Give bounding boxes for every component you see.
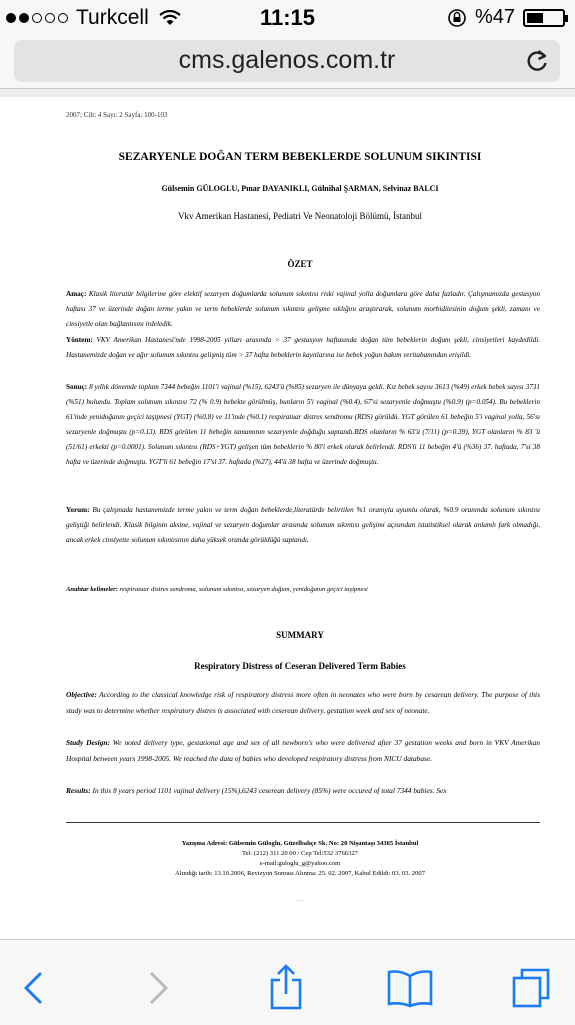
results-text: In this 8 years period 1101 vajinal delivery (15%),6243 ceserean delivery (85%) were occured of total 7344 babies. Sex bbox=[90, 786, 447, 795]
correspondence-block bbox=[60, 839, 540, 879]
correspondence-dates: Alındığı tarih: 13.10.2006, Revizyon Sonrası Alınma: 25. 02. 2007, Kabul Edildi: 03. 03. 2007 bbox=[175, 870, 425, 877]
bookmarks-icon[interactable] bbox=[385, 968, 435, 1008]
correspondence-email: e-mail:guloglu_g@yahoo.com bbox=[259, 860, 341, 867]
yorum-text: Bu çalışmada hastanemizde terme yakın ve term doğan bebeklerde,literatürde belirtilen %1 oranıyla uyumlu olarak, %0.9 oranında solunum sıkıntısı geliştiği belirlendi. Klasik bilginin aksine, vajinal ve sezaryen doğumlar arasında solunum sıkıntısı gelişimi açısından istatistiksel olarak anlamlı fark olmadığı, ancak erkek cinsiyette solunum sıkıntısının daha yüksek oranda görüldüğü saptandı. bbox=[66, 506, 540, 544]
summary-heading: SUMMARY bbox=[276, 630, 324, 640]
rotation-lock-icon bbox=[447, 8, 467, 28]
page-top-border bbox=[0, 89, 575, 97]
results-label: Results: bbox=[66, 786, 91, 795]
yontem-paragraph bbox=[66, 333, 540, 363]
sonuc-paragraph bbox=[66, 380, 540, 470]
page-marker: . . . bbox=[296, 897, 304, 903]
objective-text: According to the classical knowledge risk of respiratory distress more often in neonates who were born by cesarean delivery. The purpose of this study was to determine whether respiratory distres is associated with ceserean delivery, gestation week and sex of neonate. bbox=[66, 690, 540, 715]
footnote-divider bbox=[66, 822, 540, 823]
web-page[interactable] bbox=[0, 89, 575, 939]
amac-text: Klasik literatür bilgilerine göre elektif sezaryen doğumlarda solunum sıkıntısı riski vajinal yolla doğumlara göre daha fazladır. Çalışmamızda gestasyon haftası 37 ve üzerinde doğan terme yakın ve term bebeklerde solunum sıkıntısı gelişme sıklığını araştırarak, solunum morbiditesinin doğum şekli, zamanı ve cinsiyetle olan bağlantısını irdeledik. bbox=[66, 290, 540, 328]
yorum-paragraph bbox=[66, 503, 540, 548]
article-authors: Gülsemin GÜLOGLU, Pınar DAYANIKLI, Gülnihal ŞARMAN, Selvinaz BALCI bbox=[161, 184, 439, 193]
yontem-label: Yöntem: bbox=[66, 336, 93, 344]
design-text: We noted delivery type, gestational age and sex of all newborn's who were delivered after 37 gestation weeks and born in VKV Amerikan Hospital between years 1998-2005. We reached the data of babies who developed respiratory distress from NICU database. bbox=[66, 738, 540, 763]
back-icon[interactable] bbox=[14, 968, 54, 1008]
forward-icon[interactable] bbox=[138, 968, 178, 1008]
correspondence-phone: Tel: (212) 311 20 00 / Cep Tel:532 3766327 bbox=[242, 850, 358, 857]
address-bar[interactable] bbox=[14, 40, 560, 82]
objective-label: Objective: bbox=[66, 690, 97, 699]
correspondence-address: Yazışma Adresi: Gülsemin Güloglu, Güzelbahçe Sk. No: 20 Nişantaşı 34365 İstanbul bbox=[181, 840, 419, 847]
tabs-icon[interactable] bbox=[510, 964, 552, 1010]
design-label: Study Design: bbox=[66, 738, 110, 747]
status-right bbox=[447, 6, 565, 29]
keywords bbox=[66, 586, 540, 593]
design-paragraph bbox=[66, 735, 540, 766]
yontem-text: VKV Amerikan Hastanesi'nde 1998-2005 yılları arasında > 37 gestasyon haftasında doğan tüm bebeklerin doğum şekli, cinsiyetleri kaydedildi. Hastanemizde doğan ve ağır solunum sıkıntısı gelişmiş tüm > 37 hafta bebeklerin kayıtlarına ise bebek yoğun bakım veritabanından erişildi. bbox=[66, 336, 540, 359]
journal-meta: 2007; Cilt: 4 Sayı: 2 Sayfa: 100-103 bbox=[66, 111, 168, 119]
clock: 11:15 bbox=[259, 5, 316, 30]
url-text[interactable]: cms.galenos.com.tr bbox=[178, 46, 396, 74]
summary-title: Respiratory Distress of Ceseran Delivered Term Babies bbox=[194, 661, 406, 671]
carrier-name: Turkcell bbox=[76, 6, 149, 29]
article-title: SEZARYENLE DOĞAN TERM BEBEKLERDE SOLUNUM SIKINTISI bbox=[118, 151, 482, 163]
battery-icon bbox=[523, 9, 565, 27]
keywords-text: respiratuar distres sendroma, solunum sıkıntısı, sezaryen doğum, yenidoğanın geçici taşipnesi bbox=[117, 586, 368, 593]
browser-toolbar bbox=[0, 939, 575, 1025]
browser-address-area bbox=[0, 36, 575, 89]
sonuc-label: Sonuç: bbox=[66, 383, 88, 391]
ozet-heading: ÖZET bbox=[287, 259, 313, 269]
amac-paragraph bbox=[66, 287, 540, 332]
reload-icon[interactable] bbox=[524, 48, 550, 74]
status-bar bbox=[0, 0, 575, 36]
amac-label: Amaç: bbox=[66, 290, 87, 298]
yorum-label: Yorum: bbox=[66, 506, 90, 514]
results-paragraph bbox=[66, 783, 540, 799]
keywords-label: Anahtar kelimeler: bbox=[66, 586, 118, 593]
article-institution: Vkv Amerikan Hastanesi, Pediatri Ve Neonatoloji Bölümü, İstanbul bbox=[177, 211, 423, 221]
share-icon[interactable] bbox=[266, 964, 306, 1010]
sonuc-text: 8 yıllık dönemde toplam 7344 bebeğin 1101'i vajinal (%15), 6243'ü (%85) sezaryen ile dünyaya geldi. Kız bebek sayısı 3613 (%49) erkek bebek sayısı 3731 (%51) bulundu. Toplam solunum sıkıntısı 72 (% 0.9) bebekte görülmüş, bunların 5'i vaginal (%0.4), 67'si sezaryenle doğmuştu (%0.9) (p=0.054). Bu bebeklerin 61'inde yenidoğanın geçici taşipnesi (YGT) (%0.8) ve 11'inde (%0.1) respiratuar distres sendromu (RDS) görüldü. YGT görülen 61 bebeğin 5'i vaginal yolla, 56'sı sezaryenle doğmuştu (p=0.13). RDS görülen 11 bebeğin tamamının sezaryenle doğduğu saptandı.RDS olanların % 63'ü (7/11) (p=0.39), YGT olanların % 83 'ü (51/61) erkekti (p=0.0001). Solunum sıkıntısı (RDS+YGT) gelişen tüm bebeklerin % 80'i erkek olarak belirlendi. RDS'li 11 bebeğin 4'ü (%36) 37. haftada, 7'si 38 hafta ve üzerinde doğmuştu. YGT'li 61 bebeğin 17'si 37. haftada (%27), 44'ü 38 hafta ve üzerinde doğmuştu. bbox=[66, 383, 540, 466]
objective-paragraph bbox=[66, 687, 540, 718]
battery-percent: %47 bbox=[474, 6, 515, 28]
